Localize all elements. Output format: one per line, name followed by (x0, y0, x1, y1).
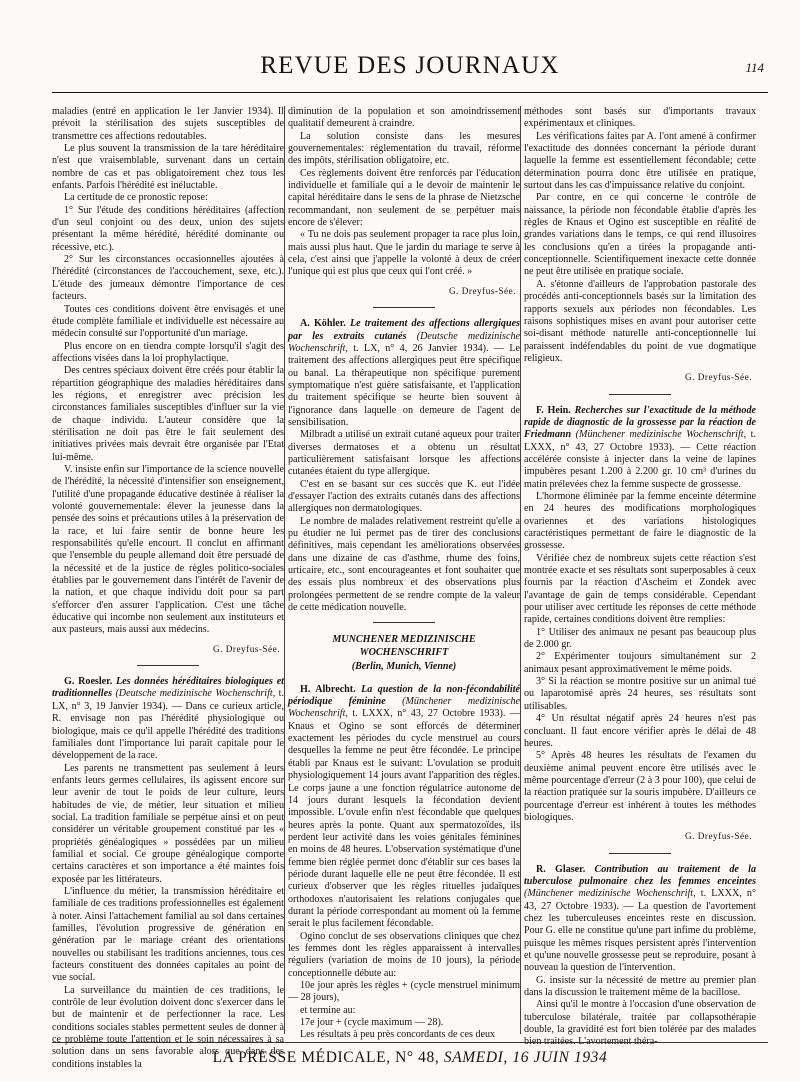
paragraph: diminution de la population et son amoindrissement qualitatif demeurent à craindre. (288, 106, 520, 130)
column-2 (288, 106, 520, 1041)
paragraph: Des centres spéciaux doivent être créés pour établir la répartition géographique des maladies héréditaires dans les régions, et enregistrer avec précision les circonstances familiales susceptibles d'influer sur la vie de chaque individu. L'auteur considère que la stérilisation ne doit pas être le fait seulement des initiatives privées mais devrait être organisée par l'Etat lui-même. (52, 365, 284, 463)
article-journal: (Deutsche medizinische Wochenschrift, (288, 330, 520, 354)
article-journal: (Deutsche medizinische Wochenschrift, (115, 688, 276, 700)
paragraph: Toutes ces conditions doivent être envisagés et une étude complète familiale et individuelle est nécessaire au médecin consulté sur l'opportunité d'un mariage. (52, 303, 284, 340)
article-journal: (Münchener medizinische Wochenschrift, (575, 429, 747, 441)
article-body: t. LX, n° 3, 19 Janvier 1934). — Dans ce curieux article, R. envisage non pas l'hérédité physiologique ou biologique, mais ce qu'il appelle l'hérédité des traditions familiales dont l'importance lui paraît capitale pour le développement de la race. (52, 688, 284, 762)
column-1 (52, 106, 284, 1070)
paragraph: 1° Sur l'étude des conditions héréditaires (affection d'un seul conjoint ou des deux, union des sujets présentant la même hérédité, hérédité dominante ou récessive, etc.). (52, 204, 284, 253)
footer-journal: LA PRESSE MÉDICALE, N° 48, (212, 1049, 440, 1066)
page-header (52, 44, 768, 84)
paragraph: 3° Si la réaction se montre positive sur un animal tué ou laparotomisé après 24 heures, ses résultats sont utilisables. (524, 676, 756, 712)
article-body: t. LXXX, n° 43, 27 Octobre 1933). — La question de l'avortement chez les tuberculeuses enceintes reste en discussion. Pour G. elle ne constitue qu'une part infime du problème, puisque les mêmes risques persistent après l'intervention et qu'une nouvelle grossesse peut se reproduire, posant à nouveau la question de l'intervention. (524, 888, 757, 974)
paragraph: 4° Un résultat négatif après 24 heures n'est pas concluant. Il faut encore vérifier après le délai de 48 heures. (524, 713, 756, 749)
paragraph: Milbradt a utilisé un extrait cutané aqueux pour traiter diverses dermatoses et a obtenu un résultat particulièrement satisfaisant lorsque les affections cutanées étaient du type allergique. (288, 429, 520, 478)
article-roesler (52, 676, 284, 762)
header-rule (52, 92, 768, 93)
paragraph: Le plus souvent la transmission de la tare héréditaire n'est que vraisemblable, survenant dans un certain nombre de cas et pas obligatoirement chez tous les enfants. Parfois l'hérédité est inéluctable. (52, 143, 284, 192)
article-separator (137, 665, 199, 666)
article-title: La question de la non-fécondabilité périodique féminine (288, 683, 520, 708)
section-subheading: (Berlin, Munich, Vienne) (351, 661, 457, 673)
paragraph: G. insiste sur la nécessité de mettre au premier plan dans la discussion le traitement même de la bacillose. (524, 974, 756, 999)
paragraph: Les résultats à peu près concordants de ces deux (300, 1029, 496, 1041)
paragraph: L'influence du métier, la transmission héréditaire et familiale de ces traditions professionnelles est également à noter. Ainsi l'attachement familial au sol dans certaines familles, l'évolution progressive de génération en génération par le mariage créant des orientations nouvelles ou stabilisant les traditions anciennes, tous ces facteurs constituent des données capitales au point de vue social. (52, 885, 284, 984)
footer-date: 16 JUIN 1934 (512, 1049, 608, 1066)
article-body: t. LX, n° 4, 26 Janvier 1934). — Le traitement des affections allergiques peut être spécifique ou banal. La thérapeutique non spécifique purement symptomatique n'est guère satisfaisante, et l'application du traitement spécifique se heurte bien souvent à l'ignorance dans laquelle on demeure de l'agent de sensibilisation. (288, 342, 520, 428)
article-author: H. Albrecht. (300, 683, 356, 695)
paragraph: 1° Utiliser des animaux ne pesant pas beaucoup plus de 2.000 gr. (524, 626, 756, 651)
paragraph: Par contre, en ce qui concerne le contrôle de naissance, la période non fécondable établie d'après les règles de Knaus et Ogino est susceptible en réalité de grandes variations dans le temps, ce qui rend illusoires les conclusions qu'en a tirées la propagande anti-conceptionnelle. Scientifiquement inexacte cette donnée ne peut être utilisée en pratique sociale. (524, 192, 756, 278)
article-separator (373, 622, 435, 623)
paragraph: 17e jour + (cycle maximum — 28). (300, 1017, 444, 1029)
article-hein (524, 405, 756, 491)
paragraph: La surveillance du maintien de ces traditions, le contrôle de leur évolution doivent donc s'exercer dans le but de maintenir et de perfectionner la race. Les conditions sociales stables permettent seules de donner à ce problème toute l'attention et le soin nécessaires à sa solution dans un sens favorable alors que dans des conditions instables la (52, 984, 284, 1070)
paragraph: Ces règlements doivent être renforcés par l'éducation individuelle et familiale qui a le devoir de maintenir le capital héréditaire dans le sens de la phrase de Nietzsche recommandant, non seulement de se perpétuer mais encore de s'élever: (288, 167, 520, 229)
paragraph: 2° Sur les circonstances occasionnelles ajoutées à l'hérédité (circonstances de l'accouchement, sexe, etc.). L'étude des jumeaux démontre l'importance de ces facteurs. (52, 254, 284, 303)
footer-day: SAMEDI, (443, 1049, 508, 1066)
article-glaser (524, 864, 756, 975)
signature: G. Dreyfus-Sée. (449, 285, 516, 296)
paragraph: et termine au: (300, 1004, 356, 1016)
article-body: t. LXXX, n° 43, 27 Octobre 1933). — Cette réaction accélérée consiste à injecter dans la veine de lapines impubères pesant 1.200 à 2.200 gr. 10 cm³ d'urines du matin prélevées chez la femme suspecte de grossesse. (524, 429, 756, 490)
column-3 (524, 106, 757, 1048)
article-journal: (Münchener medizinische Wochenschrift, (524, 888, 696, 900)
signature: G. Dreyfus-Sée. (213, 643, 280, 654)
article-title: Recherches sur l'exactitude de la méthode rapide de diagnostic de la grossesse par la réaction de Friedmann (524, 404, 756, 441)
article-separator (609, 853, 671, 854)
paragraph: Le nombre de malades relativement restreint qu'elle a pu étudier ne lui permet pas de tirer des conclusions définitives, mais cependant les améliorations observées dans une dizaine de cas d'asthme, rhume des foins, urticaire, etc., sont encourageantes et font souhaiter que des essais plus nombreux et des observations plus prolongées permettent de se rendre compte de la valeur de cette médication nouvelle. (288, 515, 520, 614)
article-separator (373, 307, 435, 308)
article-albrecht (288, 684, 520, 931)
paragraph: Les vérifications faites par A. l'ont amené à confirmer l'exactitude des données concernant la période durant laquelle la femme est essentiellement fécondable; cette détermination pourra donc être utilisée en pratique, surtout dans les cas d'impuissance relative du conjoint. (524, 130, 756, 192)
article-author: A. Köhler. (300, 318, 346, 330)
paragraph: méthodes sont basés sur d'importants travaux expérimentaux et cliniques. (524, 106, 756, 130)
paragraph: V. insiste enfin sur l'importance de la science nouvelle de l'hérédité, la nécessité d'intensifier son enseignement, l'utilité d'une propagande éducative destinée à réaliser la volonté gouvernementale: élever la jeunesse dans la pensée des soins et précautions utiles à la préservation de la race, et lui faire sentir de bonne heure les responsabilités qu'elle encourt. Il conclut en affirmant que l'ensemble du peuple allemand doit être persuadé de la nécessité et de la justice de règles politico-sociales établies par le gouvernement dans l'intérêt de l'avenir de la nation, et que chaque individu doit pour sa part s'efforcer d'en assurer l'application. C'est une tâche éducative qui incombe non seulement aux instituteurs et aux pasteurs, mais aussi aux médecins. (52, 463, 284, 636)
paragraph: A. s'étonne d'ailleurs de l'approbation pastorale des procédés anti-conceptionnels basés sur la limitation des rapports sexuels aux périodes non fécondables. Les raisons sophistiques mises en avant pour autoriser cette soi-disant méthode naturelle anti-conceptionnelle lui paraissent indéfendables du point de vue dogmatique religieux. (524, 278, 756, 364)
article-kohler (288, 318, 520, 429)
paragraph: Les parents ne transmettent pas seulement à leurs enfants leurs germes cellulaires, ils agissent encore sur leur avenir de tout le poids de leur culture, leurs habitudes de vie, de métier, leur situation et milieu social. La tradition familiale se perpétue ainsi et on peut considérer un véritable groupement constitué par les « propriétés généalogiques » possédées par un milieu familial et social. Ce groupe généalogique comporte certains caractères et son importance a été maintes fois exposée par les littérateurs. (52, 762, 284, 885)
article-body: t. LXXX, n° 43, 27 Octobre 1933). — Knaus et Ogino se sont efforcés de déterminer exactement les périodes du cycle menstruel au cours desquelles la femme ne peut être fécondée. Le principe établi par Knaus est le suivant: L'ovulation se produit physiologiquement 14 jours avant l'apparition des règles. Le corps jaune a une fonction régulatrice autonome de 14 jours durant lesquels la fécondation devient impossible. L'ovule enfin n'est fécondable que quelques heures après la ponte. Quant aux spermatozoïdes, ils perdent leur activité dans les voies génitales féminines en moins de 48 heures. L'observation systématique d'une femme bien réglée permet donc d'établir sur ces bases la période durant laquelle elle ne peut être fécondée. Il est curieux d'observer que les règles rituelles judaïques orthodoxes n'autorisaient les relations conjugales que durant la période correspondant au moment où la femme serait le plus facilement fécondable. (288, 708, 520, 930)
article-journal: (Münchener medizinische Wochenschrift, (288, 696, 520, 720)
page-footer (52, 1049, 768, 1067)
header-title: REVUE DES JOURNAUX (260, 52, 560, 79)
paragraph: Vérifiée chez de nombreux sujets cette réaction s'est montrée exacte et ses résultats sont superposables à ceux fournis par la réaction d'Ascheim et Zondek avec l'avantage de gain de temps considérable. Cependant pour utiliser avec certitude les réponses de cette méthode rapide, certaines conditions doivent être remplies: (524, 552, 756, 626)
footer-rule (52, 1042, 768, 1043)
article-separator (609, 394, 671, 395)
paragraph: La solution consiste dans les mesures gouvernementales: réglementation du travail, réforme des impôts, stérilisation obligatoire, etc. (288, 130, 520, 167)
column-divider (284, 106, 285, 1034)
section-heading: MUNCHENER MEDIZINISCHE WOCHENSCHRIFT (332, 634, 476, 659)
signature: G. Dreyfus-Sée. (685, 831, 752, 842)
page-number: 114 (745, 60, 764, 75)
paragraph: La certitude de ce pronostic repose: (64, 192, 208, 204)
paragraph: 5° Après 48 heures les résultats de l'examen du deuxième animal peuvent encore être utilisés avec le même pourcentage d'erreur (2 à 3 pour 100), que celui de la réaction pratiquée sur la souris impubère. D'ailleurs ce pourcentage d'erreur est inhérent à toutes les méthodes biologiques. (524, 750, 756, 823)
article-title: Le traitement des affections allergiques par les extraits cutanés (288, 318, 520, 342)
paragraph: C'est en se basant sur ces succès que K. eut l'idée d'essayer l'action des extraits cutanés dans des affections allergiques non dermatologiques. (288, 478, 520, 515)
paragraph: L'hormone éliminée par la femme enceinte détermine en 24 heures des modifications morphologiques ovariennes et des variations histologiques caractéristiques permettant de faire le diagnostic de la grossesse. (524, 490, 756, 552)
paragraph: maladies (entré en application le 1er Janvier 1934). Il prévoit la stérilisation des sujets susceptibles de transmettre ces affections redoutables. (52, 106, 284, 142)
article-author: R. Glaser. (536, 863, 586, 875)
paragraph: Ogino conclut de ses observations cliniques que chez les femmes dont les règles apparaissent à intervalles réguliers (variation de moins de 10 jours), la période conceptionnelle débute au: (288, 930, 520, 979)
signature: G. Dreyfus-Sée. (685, 372, 752, 383)
paragraph: Plus encore on en tiendra compte lorsqu'il s'agit des affections visées dans la loi prophylactique. (52, 340, 284, 364)
article-author: G. Roesler. (64, 676, 113, 688)
paragraph: Ainsi qu'il le montre à l'occasion d'une observation de tuberculose bilatérale, traitée par collapsothérapie double, la gravidité est fort bien tolérée par des malades bien traitées. L'avortement théra- (524, 999, 756, 1048)
quote-paragraph: « Tu ne dois pas seulement propager ta race plus loin, mais aussi plus haut. Que le jardin du mariage te serve à cela, c'est ainsi que j'appelle la volonté à deux de créer l'unique qui est plus que ceux qui l'ont créé. » (288, 229, 520, 278)
column-divider (520, 106, 521, 1034)
paragraph: 10e jour après les règles + (cycle menstruel minimum — 28 jours), (288, 980, 520, 1004)
article-title: Les données héréditaires biologiques et traditionnelles (52, 676, 284, 700)
article-author: F. Hein. (536, 404, 571, 416)
paragraph: 2° Expérimenter toujours simultanément sur 2 animaux pesant approximativement le même poids. (524, 651, 756, 675)
article-title: Contribution au traitement de la tuberculose pulmonaire chez les femmes enceintes (524, 863, 756, 887)
